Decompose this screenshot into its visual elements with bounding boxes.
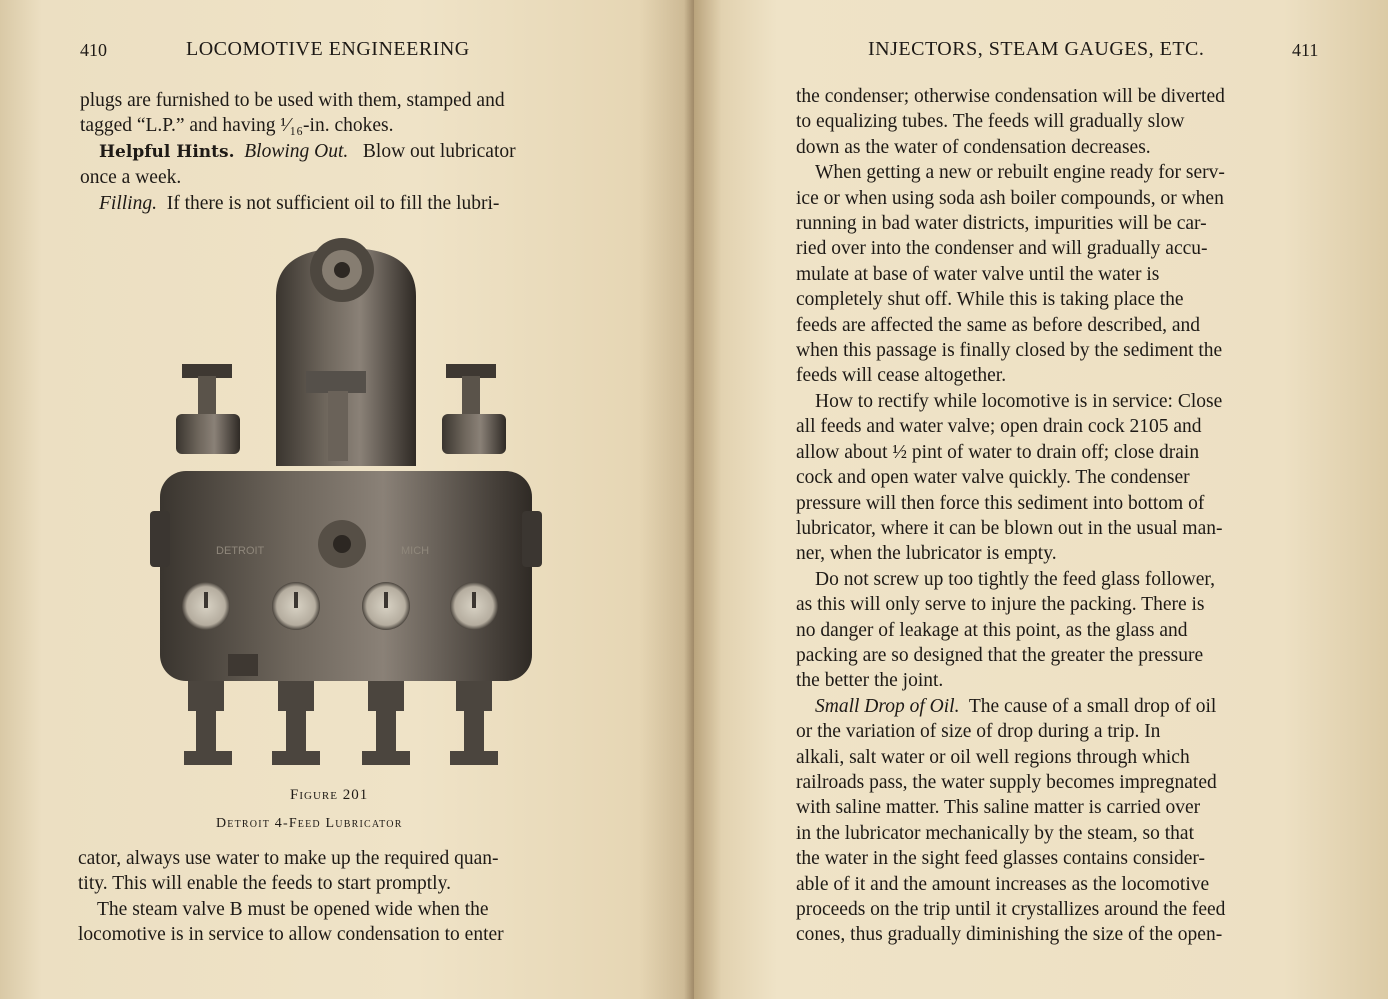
paragraph bbox=[796, 84, 1318, 160]
text-line: locomotive is in service to allow condensation to enter bbox=[78, 924, 504, 946]
text-block bbox=[796, 84, 1318, 948]
text-line: How to rectify while locomotive is in service: Close bbox=[815, 390, 1223, 412]
italic-heading: Filling. bbox=[99, 192, 157, 214]
text-line: ner, when the lubricator is empty. bbox=[796, 543, 1057, 565]
text-line: or the variation of size of drop during a trip. In bbox=[796, 721, 1161, 743]
text-line: When getting a new or rebuilt engine ready for serv- bbox=[815, 162, 1225, 184]
text-line: The steam valve B must be opened wide when the bbox=[97, 898, 489, 920]
figure-caption: Detroit 4-Feed Lubricator bbox=[216, 816, 403, 831]
text-line: as this will only serve to injure the packing. There is bbox=[796, 594, 1205, 616]
paragraph bbox=[78, 846, 600, 897]
text-line: with saline matter. This saline matter is carried over bbox=[796, 797, 1201, 819]
paragraph bbox=[80, 139, 602, 191]
italic-heading: Small Drop of Oil. bbox=[815, 695, 960, 717]
text-block-top bbox=[80, 88, 602, 216]
text-line: cator, always use water to make up the required quan- bbox=[78, 848, 499, 869]
text-run: Blow out lubricator bbox=[362, 140, 516, 162]
figure-number: Figure 201 bbox=[290, 787, 369, 803]
text-line: tagged “L.P.” and having ¹⁄₁₆-in. chokes. bbox=[80, 115, 394, 137]
running-head: INJECTORS, STEAM GAUGES, ETC. bbox=[868, 38, 1205, 60]
body-label: MICH bbox=[401, 545, 430, 557]
text-line: down as the water of condensation decreases. bbox=[796, 136, 1151, 158]
text-line: packing are so designed that the greater the pressure bbox=[796, 644, 1204, 666]
text-line: plugs are furnished to be used with them, stamped and bbox=[80, 90, 505, 111]
text-line: no danger of leakage at this point, as the glass and bbox=[796, 619, 1188, 641]
text-line: able of it and the amount increases as the locomotive bbox=[796, 873, 1210, 895]
text-run: The cause of a small drop of oil bbox=[968, 695, 1217, 717]
text-line: feeds are affected the same as before described, and bbox=[796, 314, 1201, 336]
text-line: cock and open water valve quickly. The condenser bbox=[796, 467, 1190, 489]
running-head: LOCOMOTIVE ENGINEERING bbox=[186, 38, 470, 60]
text-line: feeds will cease altogether. bbox=[796, 365, 1007, 387]
text-line: to equalizing tubes. The feeds will gradually slow bbox=[796, 111, 1185, 133]
lubricator-figure bbox=[146, 226, 546, 778]
text-line: railroads pass, the water supply becomes impregnated bbox=[796, 771, 1217, 793]
sight-feed-dial-icon bbox=[182, 582, 230, 630]
text-line: lubricator, where it can be blown out in the usual man- bbox=[796, 517, 1223, 539]
text-line: pressure will then force this sediment into bottom of bbox=[796, 492, 1205, 514]
text-line: allow about ½ pint of water to drain off; close drain bbox=[796, 441, 1200, 463]
text-line: completely shut off. While this is taking place the bbox=[796, 289, 1184, 311]
text-line: Do not screw up too tightly the feed glass follower, bbox=[815, 568, 1215, 590]
text-block-bottom bbox=[78, 846, 600, 948]
bold-heading: Helpful Hints. bbox=[99, 141, 235, 162]
text-run: If there is not sufficient oil to fill the lubri- bbox=[166, 192, 500, 214]
text-line: in the lubricator mechanically by the steam, so that bbox=[796, 822, 1194, 844]
right-page bbox=[694, 0, 1388, 999]
text-line: proceeds on the trip until it crystallizes around the feed bbox=[796, 899, 1226, 920]
paragraph bbox=[796, 694, 1318, 948]
text-line: mulate at base of water valve until the water is bbox=[796, 263, 1160, 285]
text-line: alkali, salt water or oil well regions through which bbox=[796, 746, 1190, 768]
italic-heading: Blowing Out. bbox=[244, 140, 349, 162]
paragraph bbox=[796, 567, 1318, 694]
text-run: once a week. bbox=[80, 167, 182, 189]
text-line: the condenser; otherwise condensation will be diverted bbox=[796, 86, 1225, 107]
text-line: the better the joint. bbox=[796, 670, 944, 692]
page-number: 411 bbox=[1292, 40, 1319, 60]
paragraph bbox=[80, 191, 602, 216]
paragraph bbox=[78, 897, 600, 948]
page-number: 410 bbox=[80, 40, 107, 60]
paragraph bbox=[80, 88, 602, 139]
text-line: cones, thus gradually diminishing the size of the open- bbox=[796, 924, 1223, 946]
paragraph bbox=[796, 160, 1318, 389]
text-line: ried over into the condenser and will gradually accu- bbox=[796, 238, 1208, 260]
sight-feed-dial-icon bbox=[362, 582, 410, 630]
paragraph bbox=[796, 389, 1318, 567]
text-line: when this passage is finally closed by the sediment the bbox=[796, 340, 1223, 362]
body-label: DETROIT bbox=[216, 545, 265, 557]
text-line: ice or when using soda ash boiler compounds, or when bbox=[796, 187, 1224, 209]
sight-feed-dial-icon bbox=[450, 582, 498, 630]
text-line: the water in the sight feed glasses contains consider- bbox=[796, 848, 1205, 870]
sight-feed-dial-icon bbox=[272, 582, 320, 630]
text-line: running in bad water districts, impurities will be car- bbox=[796, 213, 1207, 235]
text-line: all feeds and water valve; open drain cock 2105 and bbox=[796, 416, 1202, 438]
text-line: tity. This will enable the feeds to start promptly. bbox=[78, 873, 451, 895]
handwheel-icon bbox=[310, 238, 374, 302]
text-run bbox=[796, 721, 1225, 945]
